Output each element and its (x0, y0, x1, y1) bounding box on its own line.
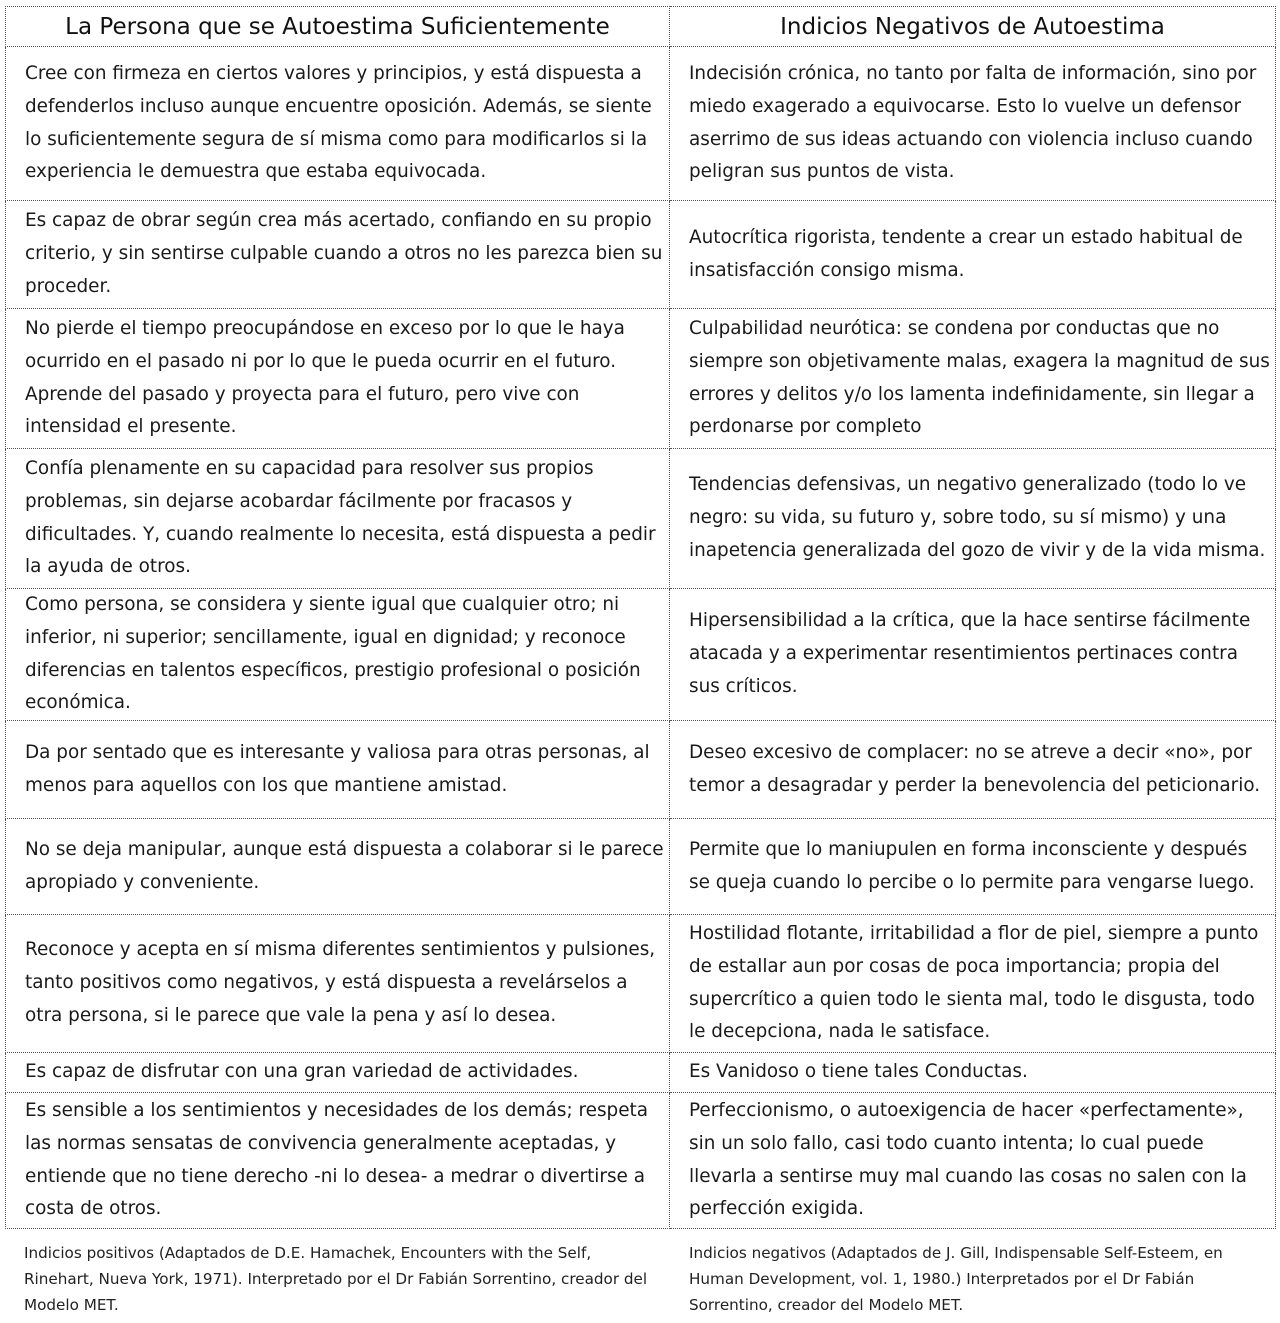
positive-indicator: Reconoce y acepta en sí misma diferentes sentimientos y pulsiones, tanto positivos como negativos, y está dispuesta a revelárselos a otra persona, si le parece que vale la pena y así lo desea. (6, 915, 670, 1053)
positive-indicator: Da por sentado que es interesante y valiosa para otras personas, al menos para aquellos con los que mantiene amistad. (6, 721, 670, 819)
table-row (6, 819, 1276, 915)
comparison-table-container (5, 6, 1275, 1229)
source-note-positive: Indicios positivos (Adaptados de D.E. Hamachek, Encounters with the Self, Rinehart, Nueva York, 1971). Interpretado por el Dr Fabián Sorrentino, creador del Modelo MET. (24, 1244, 648, 1314)
table-row (6, 915, 1276, 1053)
negative-indicator: Hipersensibilidad a la crítica, que la hace sentirse fácilmente atacada y a experimentar resentimientos pertinaces contra sus críticos. (670, 589, 1276, 721)
positive-indicator: No se deja manipular, aunque está dispuesta a colaborar si le parece apropiado y conveniente. (6, 819, 670, 915)
source-note-negative: Indicios negativos (Adaptados de J. Gill, Indispensable Self-Esteem, en Human Development, vol. 1, 1980.) Interpretados por el Dr Fabián Sorrentino, creador del Modelo MET. (689, 1244, 1223, 1314)
negative-indicator: Tendencias defensivas, un negativo generalizado (todo lo ve negro: su vida, su futuro y, sobre todo, su sí mismo) y una inapetencia generalizada del gozo de vivir y de la vida misma. (670, 449, 1276, 589)
table-row (6, 1093, 1276, 1229)
negative-indicator: Hostilidad flotante, irritabilidad a flor de piel, siempre a punto de estallar aun por cosas de poca importancia; propia del supercrítico a quien todo le sienta mal, todo le disgusta, todo le decepciona, nada le satisface. (670, 915, 1276, 1053)
positive-indicator: No pierde el tiempo preocupándose en exceso por lo que le haya ocurrido en el pasado ni por lo que le pueda ocurrir en el futuro. Aprende del pasado y proyecta para el futuro, pero vive con intensidad el presente. (6, 309, 670, 449)
positive-indicator: Es capaz de obrar según crea más acertado, confiando en su propio criterio, y sin sentirse culpable cuando a otros no les parezca bien su proceder. (6, 201, 670, 309)
header-negative: Indicios Negativos de Autoestima (670, 7, 1276, 47)
table-row (6, 309, 1276, 449)
negative-indicator: Deseo excesivo de complacer: no se atreve a decir «no», por temor a desagradar y perder la benevolencia del peticionario. (670, 721, 1276, 819)
negative-indicator: Culpabilidad neurótica: se condena por conductas que no siempre son objetivamente malas, exagera la magnitud de sus errores y delitos y/o los lamenta indefinidamente, sin llegar a perdonarse por completo (670, 309, 1276, 449)
header-row (6, 7, 1276, 47)
negative-indicator: Autocrítica rigorista, tendente a crear un estado habitual de insatisfacción consigo misma. (670, 201, 1276, 309)
positive-indicator: Es sensible a los sentimientos y necesidades de los demás; respeta las normas sensatas de convivencia generalmente aceptadas, y entiende que no tiene derecho -ni lo desea- a medrar o divertirse a costa de otros. (6, 1093, 670, 1229)
negative-indicator: Perfeccionismo, o autoexigencia de hacer «perfectamente», sin un solo fallo, casi todo cuanto intenta; lo cual puede llevarla a sentirse muy mal cuando las cosas no salen con la perfección exigida. (670, 1093, 1276, 1229)
table-row (6, 721, 1276, 819)
negative-indicator: Permite que lo maniupulen en forma inconsciente y después se queja cuando lo percibe o lo permite para vengarse luego. (670, 819, 1276, 915)
self-esteem-comparison-table (5, 6, 1276, 1229)
negative-indicator: Indecisión crónica, no tanto por falta de información, sino por miedo exagerado a equivocarse. Esto lo vuelve un defensor aserrimo de sus ideas actuando con violencia incluso cuando peligran sus puntos de vista. (670, 47, 1276, 201)
negative-indicator: Es Vanidoso o tiene tales Conductas. (670, 1053, 1276, 1093)
positive-indicator: Cree con firmeza en ciertos valores y principios, y está dispuesta a defenderlos incluso aunque encuentre oposición. Además, se siente lo suficientemente segura de sí misma como para modificarlos si la experiencia le demuestra que estaba equivocada. (6, 47, 670, 201)
table-row (6, 47, 1276, 201)
positive-indicator: Como persona, se considera y siente igual que cualquier otro; ni inferior, ni superior; sencillamente, igual en dignidad; y reconoce diferencias en talentos específicos, prestigio profesional o posición económica. (6, 589, 670, 721)
positive-indicator: Confía plenamente en su capacidad para resolver sus propios problemas, sin dejarse acobardar fácilmente por fracasos y dificultades. Y, cuando realmente lo necesita, está dispuesta a pedir la ayuda de otros. (6, 449, 670, 589)
table-row (6, 449, 1276, 589)
table-row (6, 1053, 1276, 1093)
positive-indicator: Es capaz de disfrutar con una gran variedad de actividades. (6, 1053, 670, 1093)
table-row (6, 201, 1276, 309)
table-row (6, 589, 1276, 721)
header-positive: La Persona que se Autoestima Suficientemente (6, 7, 670, 47)
